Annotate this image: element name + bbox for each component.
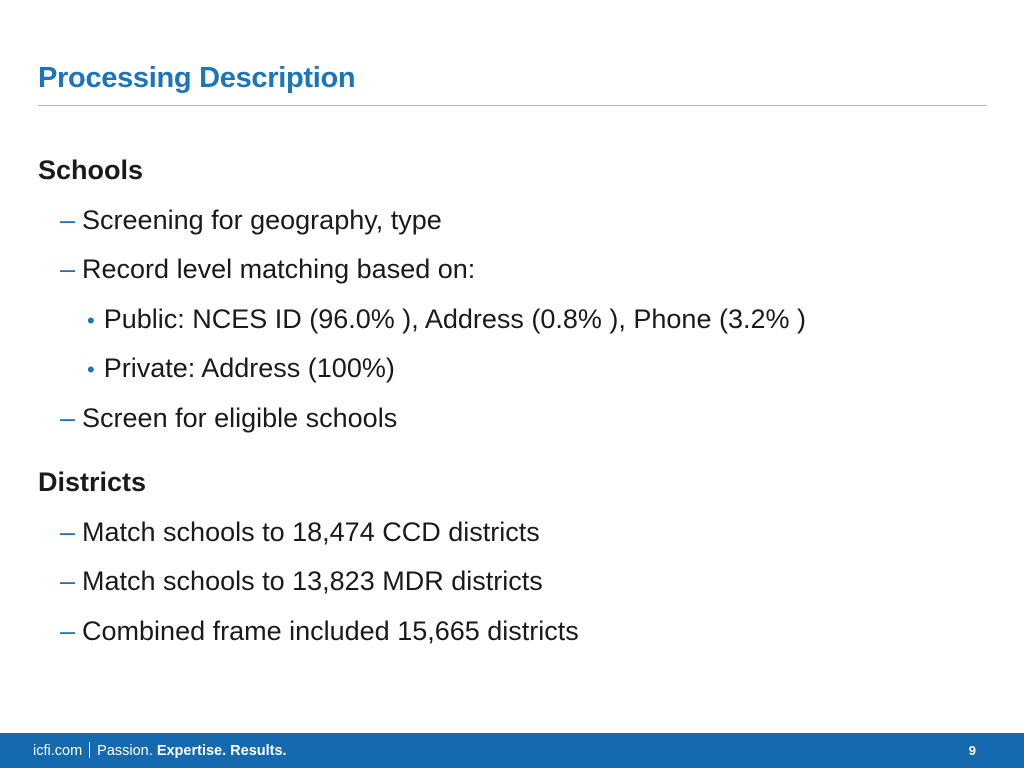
list-item-text: Screen for eligible schools bbox=[82, 402, 398, 433]
list-item bbox=[38, 561, 988, 601]
bullet-marker: • bbox=[87, 357, 95, 383]
title-divider bbox=[38, 105, 987, 106]
dash-marker: – bbox=[60, 516, 76, 547]
bullet-marker: • bbox=[87, 307, 95, 333]
list-item-text: Record level matching based on: bbox=[82, 254, 476, 285]
footer-tagline-expertise: Expertise. bbox=[156, 743, 227, 759]
sub-list-item bbox=[38, 299, 988, 339]
page-number: 9 bbox=[968, 743, 976, 758]
footer-site-link[interactable]: icfi.com bbox=[33, 743, 83, 759]
dash-marker: – bbox=[60, 204, 76, 235]
footer-bar bbox=[0, 733, 1024, 768]
footer-separator bbox=[89, 742, 90, 758]
section-heading-districts: Districts bbox=[38, 466, 147, 497]
list-item-text: Screening for geography, type bbox=[82, 204, 442, 235]
slide-title: Processing Description bbox=[38, 62, 356, 94]
sub-list-item-text: Private: Address (100%) bbox=[103, 353, 395, 384]
dash-marker: – bbox=[60, 566, 76, 597]
section-heading-schools: Schools bbox=[38, 155, 144, 185]
sub-list-item-text: Public: NCES ID (96.0% ), Address (0.8% ), Phone (3.2% ) bbox=[103, 303, 806, 334]
footer-brand bbox=[33, 742, 287, 759]
dash-marker: – bbox=[60, 615, 76, 646]
list-item bbox=[38, 249, 988, 289]
footer-tagline-passion: Passion. bbox=[97, 743, 153, 759]
footer-tagline-results: Results. bbox=[230, 743, 287, 759]
sub-list-item bbox=[38, 348, 988, 388]
list-item bbox=[38, 398, 988, 438]
slide-body bbox=[38, 150, 988, 651]
list-item bbox=[38, 611, 988, 651]
list-item-text: Combined frame included 15,665 districts bbox=[82, 615, 579, 646]
list-item-text: Match schools to 18,474 CCD districts bbox=[82, 516, 540, 547]
list-item-text: Match schools to 13,823 MDR districts bbox=[82, 566, 543, 597]
dash-marker: – bbox=[60, 254, 76, 285]
list-item bbox=[38, 512, 988, 552]
list-item bbox=[38, 200, 988, 240]
dash-marker: – bbox=[60, 402, 76, 433]
